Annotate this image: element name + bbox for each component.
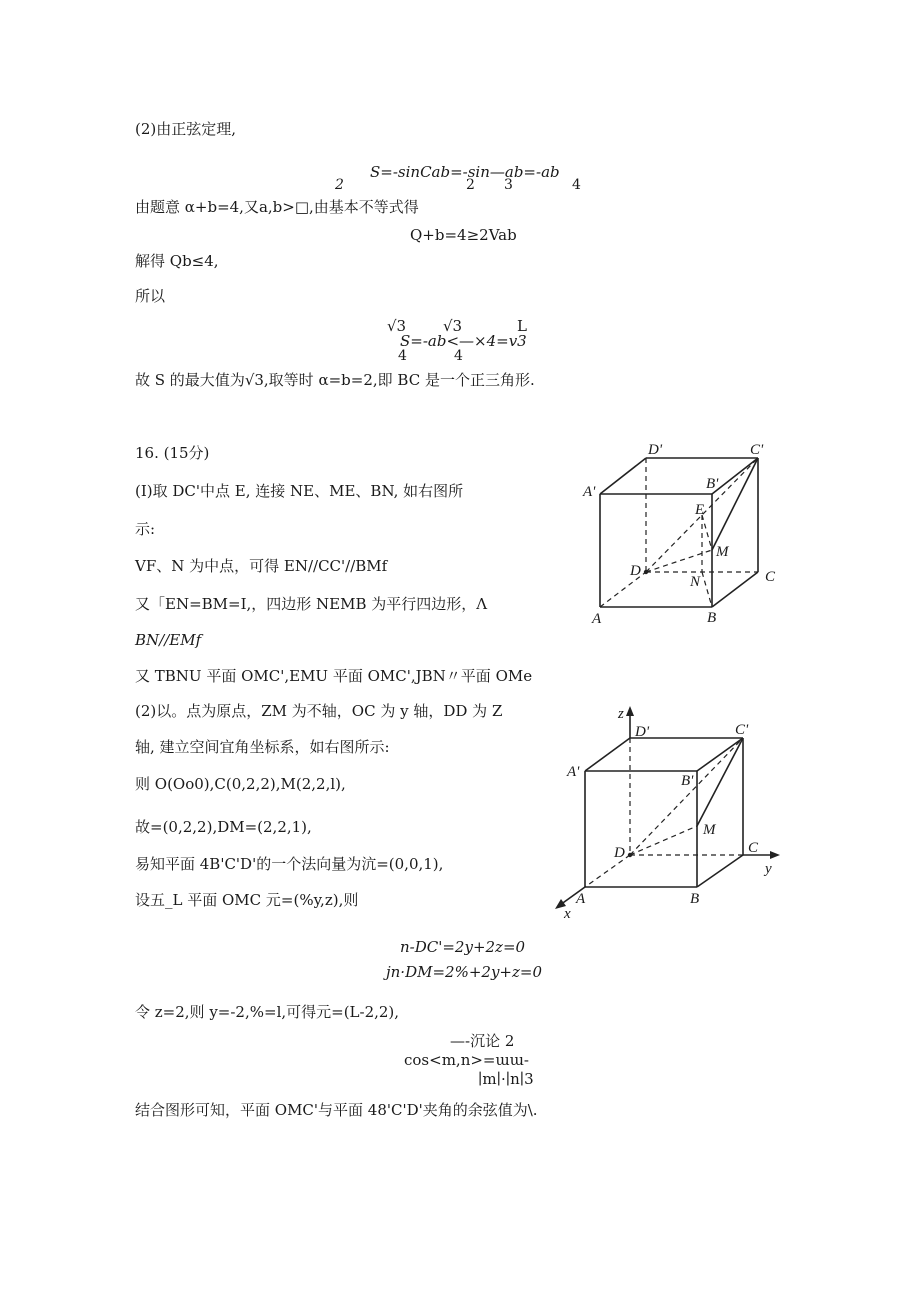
q16-p1-line6: 又 TBNU 平面 OMC',EMU 平面 OMC',JBN〃平面 OMe [135,667,533,685]
fig2-label-x: x [564,906,571,922]
cos-formula: cos<m,n>=ɯɯ- [404,1051,530,1069]
q16-p1-line5: BN//EMf [135,631,202,649]
q16-p2-line4: 故=(0,2,2),DM=(2,2,1), [135,818,312,836]
area-denom-3: 3 [504,177,513,193]
fig2-label-z: z [618,706,624,722]
system-line1: n-DC'=2y+2z=0 [400,938,526,956]
area-denom-2: 2 [466,177,475,193]
q16-p2-line6: 设五_L 平面 OMC 元=(%y,z),则 [135,891,359,909]
q16-header: 16. (15分) [135,444,210,462]
cube-figure-2 [545,700,795,922]
cube-figure-1 [578,438,788,638]
final-line: 结合图形可知，平面 OMC'与平面 48'C'D'夹角的余弦值为\. [135,1101,538,1119]
system-line2: jn·DM=2%+2y+z=0 [386,963,542,981]
q16-p1-line4: 又「EN=BM=I,，四边形 NEMB 为平行四边形，Λ [135,595,488,613]
inequality: Q+b=4≥2Vab [410,226,517,244]
fig1-label-Cp: C' [750,442,764,458]
bound-denom-a: 4 [398,348,407,364]
q16-p1-line3: VF、N 为中点，可得 EN//CC'//BMf [135,557,388,575]
fig2-label-D: D [614,845,625,861]
bound-top-a: √3 [387,317,407,335]
q16-p1-line1: (I)取 DC'中点 E, 连接 NE、ME、BN, 如右图所 [135,482,464,500]
q16-p2-line3: 则 O(Oo0),C(0,2,2),M(2,2,l), [135,775,346,793]
area-denom-1: 2 [335,177,344,193]
fig1-label-A: A [592,611,602,627]
fig2-label-Cp: C' [735,722,749,738]
fig2-label-Bp: B' [681,773,694,789]
let-line: 令 z=2,则 y=-2,%=l,可得元=(L-2,2), [135,1003,400,1021]
bound-top-c: L [517,317,527,335]
fig2-label-Dp: D' [635,724,650,740]
q16-p2-line1: (2)以。点为原点，ZM 为不轴，OC 为 y 轴，DD 为 Z [135,702,503,720]
area-formula: S=-sinCab=-sin—ab=-ab [370,163,560,181]
part2-header: (2)由正弦定理, [135,120,237,138]
bound-formula: S=-ab<—×4=v3 [400,332,527,350]
fig1-label-N: N [690,574,701,590]
solve-line: 解得 Qb≤4, [135,252,219,270]
fig1-label-E: E [695,502,705,518]
q16-p2-line5: 易知平面 4B'C'D'的一个法向量为沆=(0,0,1), [135,855,444,873]
fig1-label-Bp: B' [706,476,719,492]
fig1-label-Dp: D' [648,442,663,458]
fig2-label-A: A [576,891,586,907]
fig2-label-M: M [703,822,716,838]
so-line: 所以 [135,287,166,305]
fig2-label-C: C [748,840,759,856]
area-denom-4: 4 [572,177,581,193]
fig1-label-D: D [630,563,641,579]
cos-denominator: ∣m∣·∣n∣3 [478,1070,534,1088]
condition-line: 由题意 α+b=4,又a,b>□,由基本不等式得 [135,198,419,216]
fig2-label-y: y [765,861,772,877]
bound-denom-b: 4 [454,348,463,364]
fig1-label-C: C [765,569,776,585]
fig1-label-M: M [716,544,729,560]
fig1-label-Ap: A' [583,484,596,500]
bound-top-b: √3 [443,317,463,335]
fig2-label-B: B [690,891,700,907]
fig2-label-Ap: A' [567,764,580,780]
cos-top: —-沉论 2 [450,1032,515,1050]
q16-p2-line2: 轴, 建立空间宜角坐标系，如右图所示: [135,738,390,756]
q16-p1-line2: 示: [135,520,156,538]
conclusion-15: 故 S 的最大值为√3,取等时 α=b=2,即 BC 是一个正三角形. [135,371,535,389]
fig1-label-B: B [707,610,717,626]
